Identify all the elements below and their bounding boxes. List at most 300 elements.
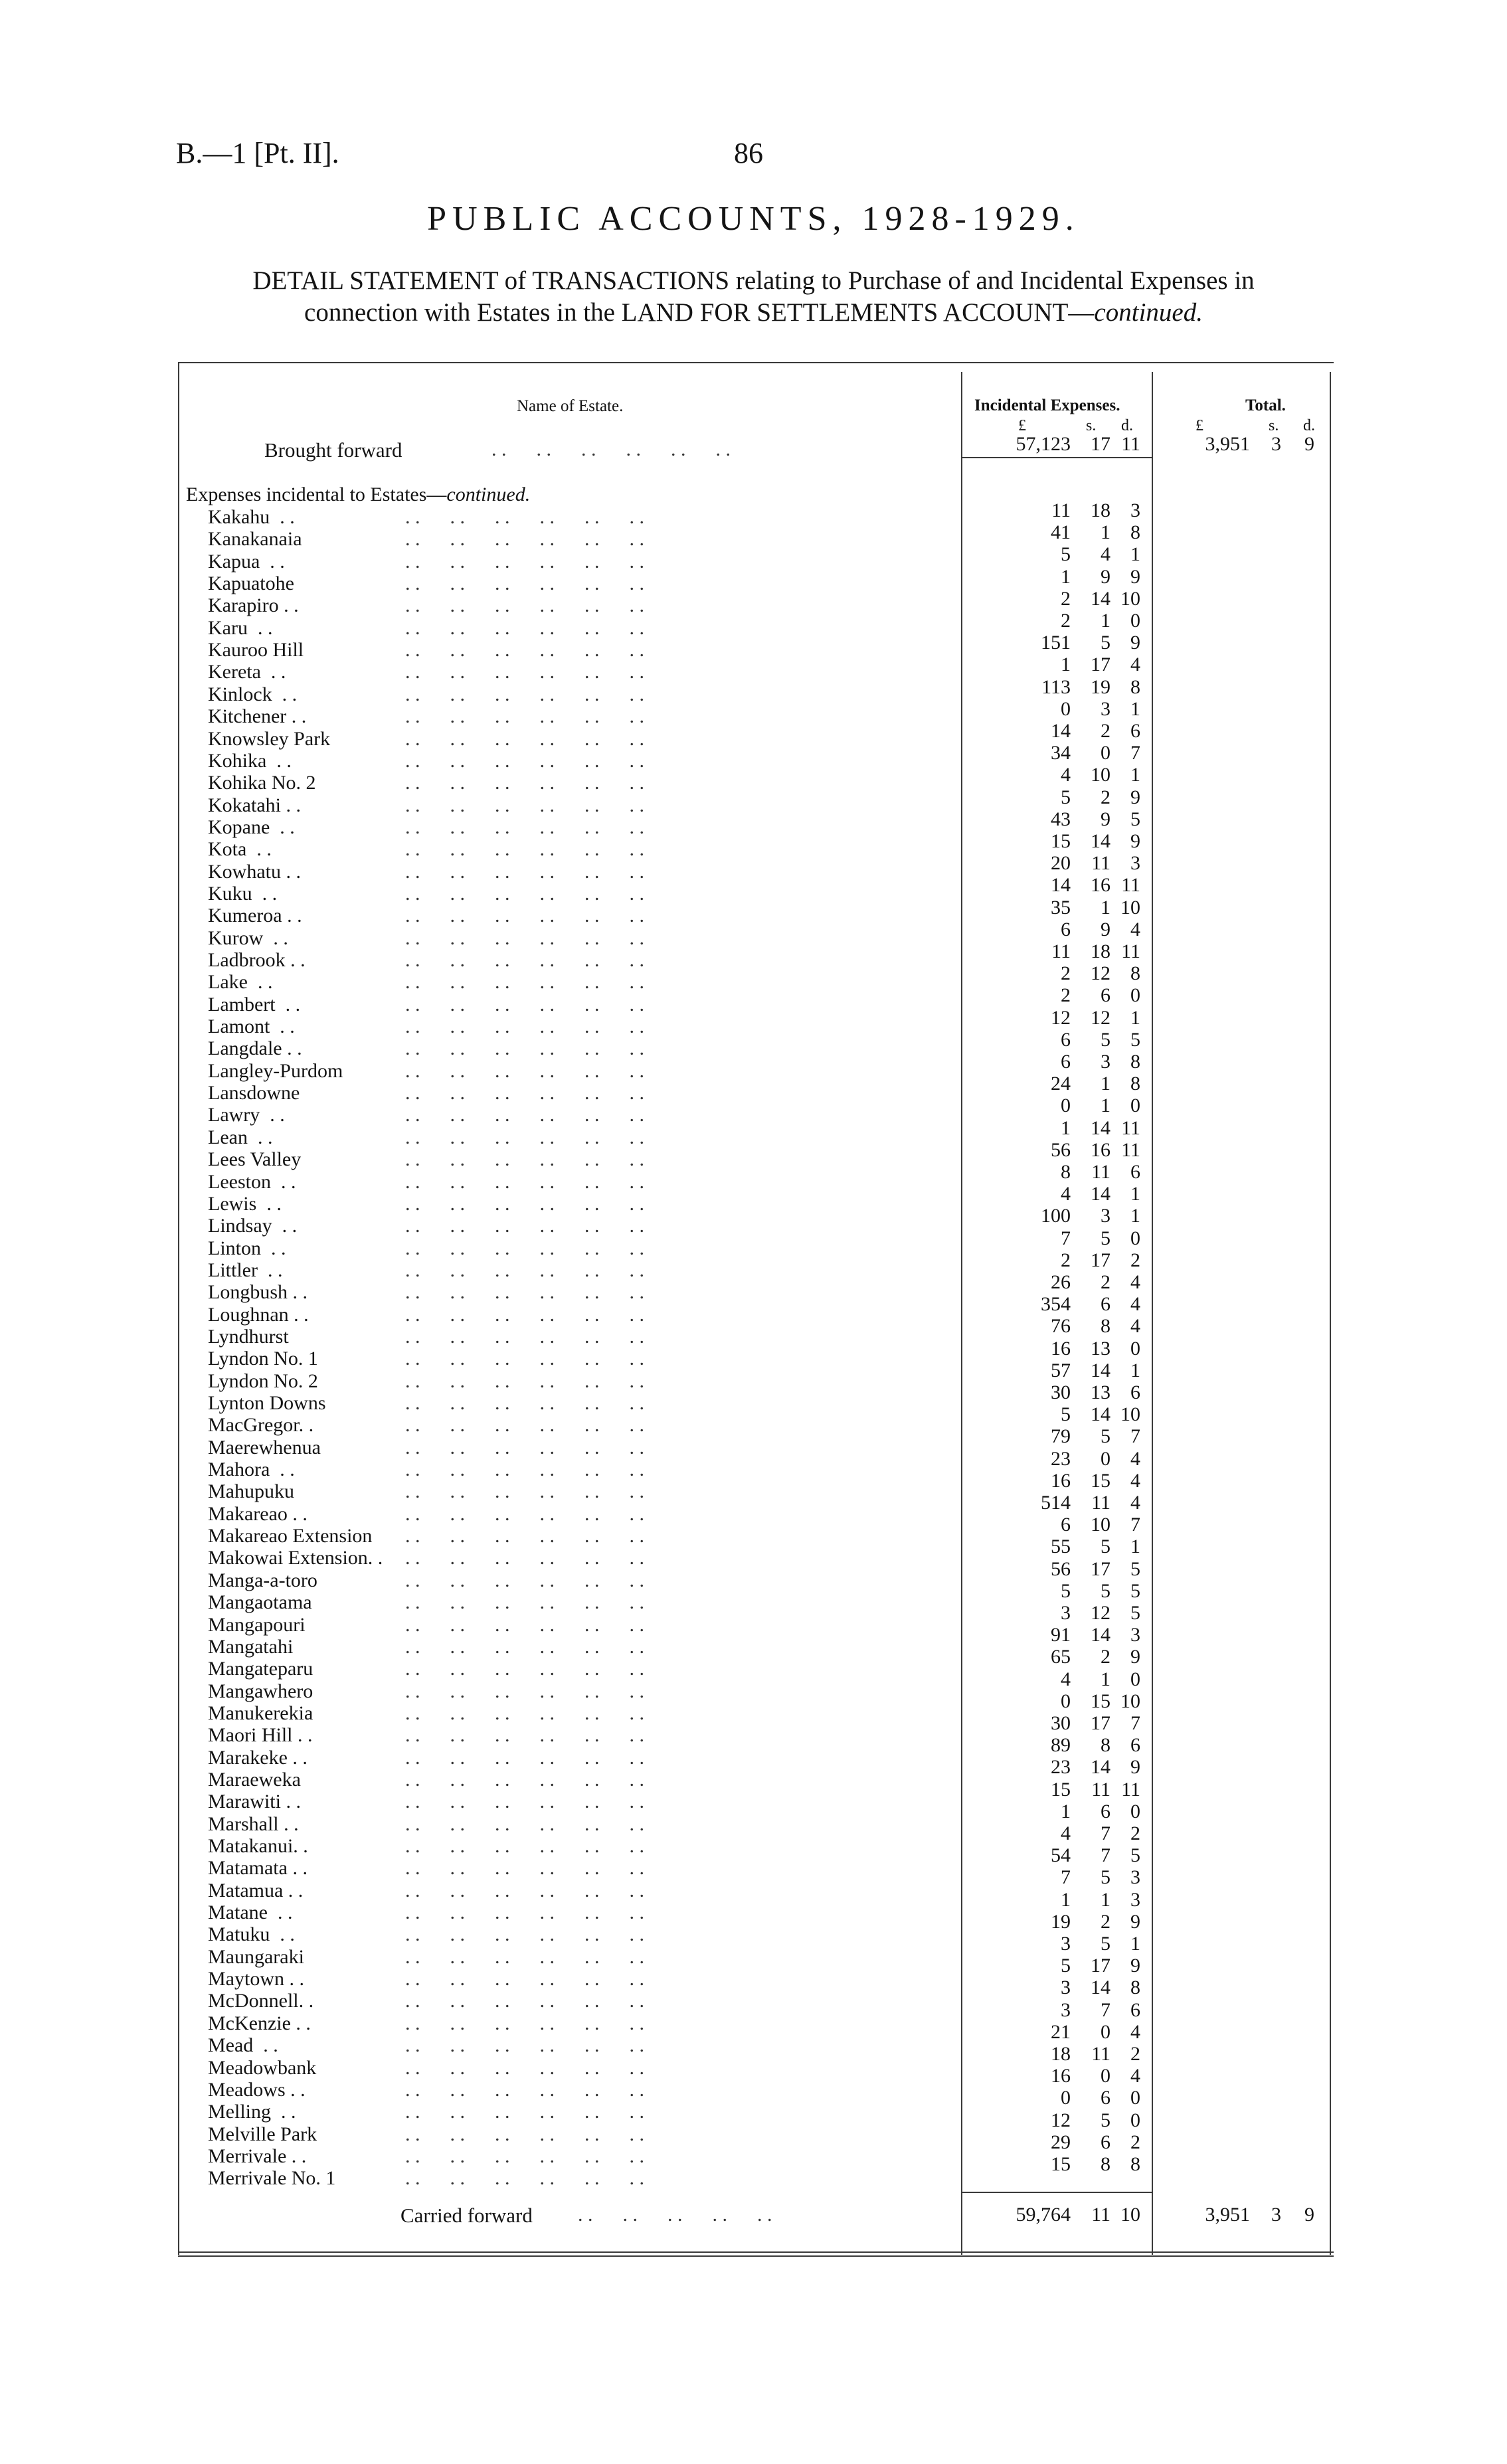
incidental-pence: 4 xyxy=(1130,1293,1140,1316)
incidental-pounds: 5 xyxy=(1061,1403,1071,1426)
incidental-pounds: 23 xyxy=(1051,1756,1071,1779)
incidental-pounds: 89 xyxy=(1051,1734,1071,1757)
incidental-shillings: 18 xyxy=(1091,499,1110,521)
estate-name: Lyndon No. 1 xyxy=(208,1348,318,1370)
incidental-shillings: 17 xyxy=(1091,1249,1110,1271)
incidental-shillings: 1 xyxy=(1101,1668,1110,1690)
incidental-pence: 0 xyxy=(1130,1227,1140,1249)
incidental-pounds: 3 xyxy=(1061,1933,1071,1955)
incidental-shillings: 10 xyxy=(1091,764,1110,786)
estate-leader-dots: . . . . . . . . . . . . xyxy=(405,1923,644,1946)
estate-leader-dots: . . . . . . . . . . . . xyxy=(405,594,644,617)
incidental-shillings: 15 xyxy=(1091,1690,1110,1712)
estate-leader-dots: . . . . . . . . . . . . xyxy=(405,1348,644,1370)
estate-name: Mangateparu xyxy=(208,1658,313,1680)
incidental-pence: 9 xyxy=(1130,565,1140,588)
incidental-pence: 1 xyxy=(1130,1536,1140,1558)
incidental-pence: 10 xyxy=(1120,1403,1140,1426)
estate-leader-dots: . . . . . . . . . . . . xyxy=(405,1059,644,1082)
incidental-pence: 9 xyxy=(1130,830,1140,852)
estate-leader-dots: . . . . . . . . . . . . xyxy=(405,1325,644,1348)
incidental-pounds: 3 xyxy=(1061,1998,1071,2021)
incidental-pounds: 24 xyxy=(1051,1073,1071,1095)
estate-leader-dots: . . . . . . . . . . . . xyxy=(405,971,644,994)
estate-name: Lambert . . xyxy=(208,993,301,1015)
incidental-pounds: 0 xyxy=(1061,697,1071,720)
estate-leader-dots: . . . . . . . . . . . . xyxy=(405,1968,644,1990)
incidental-pounds: 1 xyxy=(1061,1800,1071,1822)
incidental-pounds: 20 xyxy=(1051,852,1071,875)
incidental-pence: 2 xyxy=(1130,2043,1140,2065)
estate-name: Makareao Extension xyxy=(208,1525,373,1547)
estate-leader-dots: . . . . . . . . . . . . xyxy=(405,1281,644,1304)
brought-forward-total-pence: 9 xyxy=(1304,433,1314,455)
estate-name: Kakahu . . xyxy=(208,506,295,528)
estate-leader-dots: . . . . . . . . . . . . xyxy=(405,905,644,927)
incidental-shillings: 1 xyxy=(1101,896,1110,919)
incidental-pence: 8 xyxy=(1130,675,1140,698)
estate-name: Kokatahi . . xyxy=(208,794,301,816)
incidental-pence: 4 xyxy=(1130,1492,1140,1514)
incidental-pounds: 34 xyxy=(1051,742,1071,764)
incidental-shillings: 17 xyxy=(1091,654,1110,676)
estate-name: Langley-Purdom xyxy=(208,1059,343,1082)
incidental-shillings: 4 xyxy=(1101,543,1110,566)
incidental-shillings: 16 xyxy=(1091,874,1110,897)
incidental-shillings: 14 xyxy=(1091,1359,1110,1381)
estate-leader-dots: . . . . . . . . . . . . xyxy=(405,705,644,728)
incidental-pounds: 4 xyxy=(1061,1183,1071,1205)
estate-leader-dots: . . . . . . . . . . . . xyxy=(405,683,644,705)
estate-name: Mahupuku xyxy=(208,1480,294,1503)
estate-name: Matamua . . xyxy=(208,1879,304,1901)
incidental-pence: 9 xyxy=(1130,1910,1140,1933)
incidental-shillings: 14 xyxy=(1091,830,1110,852)
incidental-pence: 11 xyxy=(1121,1116,1140,1139)
incidental-shillings: 15 xyxy=(1091,1469,1110,1492)
incidental-pounds: 21 xyxy=(1051,2020,1071,2043)
estate-leader-dots: . . . . . . . . . . . . xyxy=(405,1791,644,1813)
estate-name: Mangaotama xyxy=(208,1591,312,1614)
incidental-pence: 11 xyxy=(1121,874,1140,897)
incidental-pounds: 15 xyxy=(1051,2153,1071,2175)
incidental-shillings: 5 xyxy=(1101,1028,1110,1051)
incidental-shillings: 14 xyxy=(1091,1624,1110,1646)
incidental-pence: 10 xyxy=(1120,587,1140,610)
estate-leader-dots: . . . . . . . . . . . . xyxy=(405,572,644,595)
incidental-shillings: 7 xyxy=(1101,1844,1110,1867)
incidental-pounds: 16 xyxy=(1051,1469,1071,1492)
incidental-pounds: 91 xyxy=(1051,1624,1071,1646)
incidental-pence: 1 xyxy=(1130,697,1140,720)
incidental-shillings: 9 xyxy=(1101,808,1110,830)
estate-name: Maytown . . xyxy=(208,1968,304,1990)
estate-leader-dots: . . . . . . . . . . . . xyxy=(405,2056,644,2079)
incidental-pence: 9 xyxy=(1130,786,1140,808)
estate-leader-dots: . . . . . . . . . . . . xyxy=(405,661,644,683)
incidental-pounds: 12 xyxy=(1051,1006,1071,1029)
brought-forward-incidental-pounds: 57,123 xyxy=(1016,433,1071,455)
incidental-pence: 6 xyxy=(1130,720,1140,742)
incidental-pounds: 5 xyxy=(1061,786,1071,808)
estate-name: Matakanui. . xyxy=(208,1835,308,1857)
incidental-pence: 11 xyxy=(1121,1778,1140,1801)
column-header-name-of-estate: Name of Estate. xyxy=(517,397,624,415)
estate-leader-dots: . . . . . . . . . . . . xyxy=(405,639,644,661)
incidental-pounds: 6 xyxy=(1061,918,1071,940)
incidental-pounds: 5 xyxy=(1061,1579,1071,1602)
estate-leader-dots: . . . . . . . . . . . . xyxy=(405,1901,644,1924)
estate-leader-dots: . . . . . . . . . . . . xyxy=(405,816,644,838)
incidental-pounds: 26 xyxy=(1051,1271,1071,1293)
incidental-shillings: 11 xyxy=(1091,1778,1110,1801)
estate-name: Melville Park xyxy=(208,2123,317,2145)
incidental-shillings: 12 xyxy=(1091,1006,1110,1029)
column-header-incidental-expenses: Incidental Expenses. xyxy=(974,396,1120,414)
estate-name: Maungaraki xyxy=(208,1945,304,1968)
incidental-pence: 9 xyxy=(1130,1756,1140,1779)
incidental-shillings: 12 xyxy=(1091,962,1110,985)
incidental-shillings: 5 xyxy=(1101,1579,1110,1602)
incidental-pounds: 55 xyxy=(1051,1536,1071,1558)
incidental-pence: 7 xyxy=(1130,742,1140,764)
estate-name: Matamata . . xyxy=(208,1857,308,1880)
incidental-pounds: 23 xyxy=(1051,1447,1071,1470)
carried-forward-incidental-pounds: 59,764 xyxy=(1016,2204,1071,2226)
incidental-pence: 6 xyxy=(1130,1734,1140,1757)
incidental-shillings: 6 xyxy=(1101,1800,1110,1822)
incidental-shillings: 18 xyxy=(1091,940,1110,962)
incidental-shillings: 3 xyxy=(1101,697,1110,720)
incidental-pounds: 6 xyxy=(1061,1028,1071,1051)
incidental-pounds: 16 xyxy=(1051,2065,1071,2087)
estate-name: Loughnan . . xyxy=(208,1303,309,1326)
carried-forward-incidental-shillings: 11 xyxy=(1091,2204,1110,2226)
incidental-pence: 3 xyxy=(1130,1866,1140,1889)
estate-leader-dots: . . . . . . . . . . . . xyxy=(405,926,644,949)
incidental-pence: 3 xyxy=(1130,1624,1140,1646)
estate-leader-dots: . . . . . . . . . . . . xyxy=(405,1658,644,1680)
incidental-pounds: 19 xyxy=(1051,1910,1071,1933)
estate-name: Makowai Extension. . xyxy=(208,1547,383,1569)
incidental-pence: 1 xyxy=(1130,1933,1140,1955)
incidental-shillings: 0 xyxy=(1101,2065,1110,2087)
incidental-shillings: 1 xyxy=(1101,1073,1110,1095)
estate-name: Kowhatu . . xyxy=(208,860,301,883)
estate-leader-dots: . . . . . . . . . . . . xyxy=(405,1613,644,1636)
incidental-shillings: 8 xyxy=(1101,2153,1110,2175)
incidental-pounds: 12 xyxy=(1051,2109,1071,2131)
incidental-pounds: 2 xyxy=(1061,984,1071,1007)
estate-leader-dots: . . . . . . . . . . . . xyxy=(405,772,644,794)
incidental-pence: 0 xyxy=(1130,1095,1140,1117)
section-heading-text: Expenses incidental to Estates— xyxy=(186,484,447,505)
incidental-pence: 6 xyxy=(1130,1161,1140,1183)
incidental-pounds: 354 xyxy=(1041,1293,1071,1316)
incidental-pence: 3 xyxy=(1130,499,1140,521)
incidental-shillings: 16 xyxy=(1091,1138,1110,1161)
incidental-shillings: 11 xyxy=(1091,1492,1110,1514)
incidental-shillings: 7 xyxy=(1101,1998,1110,2021)
incidental-shillings: 12 xyxy=(1091,1602,1110,1624)
incidental-pounds: 3 xyxy=(1061,1977,1071,1999)
unit-pound-total: £ xyxy=(1196,417,1203,434)
incidental-shillings: 11 xyxy=(1091,852,1110,875)
incidental-pounds: 57 xyxy=(1051,1359,1071,1381)
incidental-pounds: 8 xyxy=(1061,1161,1071,1183)
incidental-pence: 5 xyxy=(1130,808,1140,830)
report-reference: B.—1 [Pt. II]. xyxy=(176,137,339,169)
incidental-pounds: 2 xyxy=(1061,587,1071,610)
incidental-shillings: 14 xyxy=(1091,1116,1110,1139)
estate-leader-dots: . . . . . . . . . . . . xyxy=(405,1436,644,1458)
incidental-shillings: 13 xyxy=(1091,1337,1110,1360)
incidental-pence: 9 xyxy=(1130,1646,1140,1668)
estate-name: Makareao . . xyxy=(208,1502,308,1525)
incidental-shillings: 14 xyxy=(1091,587,1110,610)
incidental-pence: 5 xyxy=(1130,1557,1140,1580)
estate-leader-dots: . . . . . . . . . . . . xyxy=(405,1192,644,1215)
estate-leader-dots: . . . . . . . . . . . . xyxy=(405,882,644,905)
estate-name: Kanakanaia xyxy=(208,528,302,551)
incidental-shillings: 1 xyxy=(1101,521,1110,544)
estate-leader-dots: . . . . . . . . . . . . xyxy=(405,2078,644,2101)
estate-leader-dots: . . . . . . . . . . . . xyxy=(405,1237,644,1259)
carried-forward-label: Carried forward xyxy=(400,2204,533,2227)
incidental-pounds: 4 xyxy=(1061,1822,1071,1844)
estate-leader-dots: . . . . . . . . . . . . xyxy=(405,1702,644,1724)
estate-name: Kinlock . . xyxy=(208,683,298,705)
incidental-pounds: 151 xyxy=(1041,632,1071,654)
estate-leader-dots: . . . . . . . . . . . . xyxy=(405,2034,644,2057)
incidental-pence: 7 xyxy=(1130,1514,1140,1536)
carried-forward-total-pence: 9 xyxy=(1304,2204,1314,2226)
estate-name: Lindsay . . xyxy=(208,1215,298,1237)
estate-leader-dots: . . . . . . . . . . . . xyxy=(405,1812,644,1835)
incidental-pounds: 2 xyxy=(1061,610,1071,632)
estate-leader-dots: . . . . . . . . . . . . xyxy=(405,1480,644,1503)
unit-pound-incidental: £ xyxy=(1018,417,1026,434)
incidental-shillings: 8 xyxy=(1101,1315,1110,1338)
incidental-pounds: 0 xyxy=(1061,1690,1071,1712)
estate-name: Lansdowne xyxy=(208,1082,300,1104)
estate-name: Kohika . . xyxy=(208,749,292,772)
incidental-pounds: 35 xyxy=(1051,896,1071,919)
estate-leader-dots: . . . . . . . . . . . . xyxy=(405,1392,644,1414)
incidental-pounds: 113 xyxy=(1041,675,1071,698)
incidental-pence: 5 xyxy=(1130,1602,1140,1624)
incidental-pounds: 56 xyxy=(1051,1557,1071,1580)
estate-name: McKenzie . . xyxy=(208,2012,311,2034)
incidental-pounds: 14 xyxy=(1051,874,1071,897)
incidental-pence: 0 xyxy=(1130,2109,1140,2131)
incidental-shillings: 5 xyxy=(1101,1425,1110,1448)
incidental-shillings: 14 xyxy=(1091,1756,1110,1779)
incidental-pence: 0 xyxy=(1130,984,1140,1007)
incidental-pounds: 514 xyxy=(1041,1492,1071,1514)
estate-leader-dots: . . . . . . . . . . . . xyxy=(405,1303,644,1326)
statement-subtitle-line1: DETAIL STATEMENT of TRANSACTIONS relating to Purchase of and Incidental Expenses in xyxy=(252,266,1255,295)
estate-name: Mangawhero xyxy=(208,1680,313,1702)
incidental-shillings: 10 xyxy=(1091,1514,1110,1536)
incidental-shillings: 9 xyxy=(1101,918,1110,940)
incidental-shillings: 3 xyxy=(1101,1051,1110,1073)
estate-leader-dots: . . . . . . . . . . . . xyxy=(405,2167,644,2190)
incidental-pence: 11 xyxy=(1121,1138,1140,1161)
incidental-pence: 0 xyxy=(1130,1337,1140,1360)
incidental-pounds: 56 xyxy=(1051,1138,1071,1161)
estate-leader-dots: . . . . . . . . . . . . xyxy=(405,949,644,971)
incidental-shillings: 6 xyxy=(1101,2131,1110,2153)
incidental-pence: 1 xyxy=(1130,1183,1140,1205)
incidental-pounds: 2 xyxy=(1061,1249,1071,1271)
estate-leader-dots: . . . . . . . . . . . . xyxy=(405,1037,644,1060)
incidental-pounds: 15 xyxy=(1051,1778,1071,1801)
estate-name: Mahora . . xyxy=(208,1458,295,1481)
estate-leader-dots: . . . . . . . . . . . . xyxy=(405,1768,644,1791)
estate-leader-dots: . . . . . . . . . . . . xyxy=(405,1215,644,1237)
estate-leader-dots: . . . . . . . . . . . . xyxy=(405,1724,644,1747)
incidental-pence: 10 xyxy=(1120,896,1140,919)
estate-leader-dots: . . . . . . . . . . . . xyxy=(405,1680,644,1702)
estate-name: Lyndon No. 2 xyxy=(208,1369,318,1392)
incidental-pence: 4 xyxy=(1130,1447,1140,1470)
incidental-shillings: 6 xyxy=(1101,2087,1110,2109)
incidental-pence: 4 xyxy=(1130,1315,1140,1338)
incidental-pence: 8 xyxy=(1130,1073,1140,1095)
estate-leader-dots: . . . . . . . . . . . . xyxy=(405,1835,644,1857)
incidental-pence: 0 xyxy=(1130,2087,1140,2109)
incidental-pounds: 6 xyxy=(1061,1051,1071,1073)
estate-leader-dots: . . . . . . . . . . . . xyxy=(405,1990,644,2012)
estate-name: Marakeke . . xyxy=(208,1746,308,1769)
estate-name: Langdale . . xyxy=(208,1037,302,1060)
estate-leader-dots: . . . . . . . . . . . . xyxy=(405,550,644,572)
estate-name: Lyndhurst xyxy=(208,1325,289,1348)
incidental-pounds: 7 xyxy=(1061,1227,1071,1249)
estate-leader-dots: . . . . . . . . . . . . xyxy=(405,1502,644,1525)
estate-name: Kurow . . xyxy=(208,926,288,949)
incidental-pounds: 7 xyxy=(1061,1866,1071,1889)
estate-leader-dots: . . . . . . . . . . . . xyxy=(405,794,644,816)
incidental-pence: 3 xyxy=(1130,852,1140,875)
estate-name: Lewis . . xyxy=(208,1192,282,1215)
incidental-shillings: 6 xyxy=(1101,984,1110,1007)
incidental-shillings: 5 xyxy=(1101,1227,1110,1249)
incidental-shillings: 8 xyxy=(1101,1734,1110,1757)
incidental-pence: 1 xyxy=(1130,1205,1140,1227)
incidental-pence: 3 xyxy=(1130,1888,1140,1911)
incidental-pounds: 3 xyxy=(1061,1602,1071,1624)
incidental-shillings: 1 xyxy=(1101,610,1110,632)
estate-leader-dots: . . . . . . . . . . . . xyxy=(405,1547,644,1569)
incidental-pence: 6 xyxy=(1130,1998,1140,2021)
incidental-pounds: 43 xyxy=(1051,808,1071,830)
brought-forward-label: Brought forward xyxy=(264,438,402,462)
incidental-pounds: 1 xyxy=(1061,654,1071,676)
brought-forward-dots: . . . . . . . . . . . . xyxy=(491,438,731,460)
incidental-pounds: 30 xyxy=(1051,1381,1071,1403)
incidental-pounds: 41 xyxy=(1051,521,1071,544)
estate-name: Lees Valley xyxy=(208,1148,302,1171)
incidental-pence: 8 xyxy=(1130,1051,1140,1073)
incidental-shillings: 14 xyxy=(1091,1977,1110,1999)
incidental-pence: 11 xyxy=(1121,940,1140,962)
incidental-shillings: 5 xyxy=(1101,1933,1110,1955)
estate-leader-dots: . . . . . . . . . . . . xyxy=(405,1635,644,1658)
incidental-pence: 7 xyxy=(1130,1425,1140,1448)
incidental-shillings: 2 xyxy=(1101,1271,1110,1293)
estate-name: Mangapouri xyxy=(208,1613,306,1636)
incidental-pence: 5 xyxy=(1130,1028,1140,1051)
brought-forward-total-pounds: 3,951 xyxy=(1205,433,1250,455)
estate-leader-dots: . . . . . . . . . . . . xyxy=(405,1569,644,1591)
incidental-pence: 8 xyxy=(1130,962,1140,985)
incidental-pence: 4 xyxy=(1130,2020,1140,2043)
estate-leader-dots: . . . . . . . . . . . . xyxy=(405,1879,644,1901)
carried-forward-total-pounds: 3,951 xyxy=(1205,2204,1250,2226)
estate-name: Kota . . xyxy=(208,838,272,861)
estate-name: Kapua . . xyxy=(208,550,285,572)
estate-name: Melling . . xyxy=(208,2101,296,2123)
estate-leader-dots: . . . . . . . . . . . . xyxy=(405,1082,644,1104)
incidental-shillings: 5 xyxy=(1101,1866,1110,1889)
incidental-shillings: 2 xyxy=(1101,720,1110,742)
estate-name: Marshall . . xyxy=(208,1812,299,1835)
estate-leader-dots: . . . . . . . . . . . . xyxy=(405,1148,644,1171)
incidental-pence: 2 xyxy=(1130,2131,1140,2153)
estate-name: MacGregor. . xyxy=(208,1414,314,1437)
incidental-pence: 0 xyxy=(1130,1668,1140,1690)
incidental-pounds: 29 xyxy=(1051,2131,1071,2153)
estate-name: Lamont . . xyxy=(208,1015,295,1038)
incidental-shillings: 0 xyxy=(1101,2020,1110,2043)
section-heading-continued: continued. xyxy=(446,484,531,505)
estate-leader-dots: . . . . . . . . . . . . xyxy=(405,1126,644,1148)
estate-name: Manukerekia xyxy=(208,1702,313,1724)
incidental-shillings: 11 xyxy=(1091,2043,1110,2065)
incidental-shillings: 14 xyxy=(1091,1403,1110,1426)
estate-name: Kopane . . xyxy=(208,816,295,838)
incidental-pounds: 30 xyxy=(1051,1712,1071,1734)
estate-leader-dots: . . . . . . . . . . . . xyxy=(405,1104,644,1126)
incidental-pounds: 79 xyxy=(1051,1425,1071,1448)
incidental-shillings: 2 xyxy=(1101,1646,1110,1668)
incidental-pence: 2 xyxy=(1130,1249,1140,1271)
incidental-pence: 9 xyxy=(1130,632,1140,654)
incidental-pence: 5 xyxy=(1130,1579,1140,1602)
estate-name: Kapuatohe xyxy=(208,572,294,595)
estate-name: Kauroo Hill xyxy=(208,639,304,661)
incidental-pounds: 14 xyxy=(1051,720,1071,742)
estate-leader-dots: . . . . . . . . . . . . xyxy=(405,1458,644,1481)
incidental-shillings: 3 xyxy=(1101,1205,1110,1227)
estate-leader-dots: . . . . . . . . . . . . xyxy=(405,1414,644,1437)
unit-shilling-total: s. xyxy=(1269,417,1279,434)
incidental-pounds: 11 xyxy=(1051,940,1071,962)
incidental-pounds: 54 xyxy=(1051,1844,1071,1867)
estate-name: Manga-a-toro xyxy=(208,1569,317,1591)
incidental-pounds: 16 xyxy=(1051,1337,1071,1360)
estate-name: Karapiro . . xyxy=(208,594,299,617)
carried-forward-incidental-pence: 10 xyxy=(1120,2204,1140,2226)
estate-leader-dots: . . . . . . . . . . . . xyxy=(405,860,644,883)
brought-forward-total-shillings: 3 xyxy=(1271,433,1281,455)
estate-leader-dots: . . . . . . . . . . . . xyxy=(405,2012,644,2034)
incidental-pounds: 4 xyxy=(1061,1668,1071,1690)
estate-leader-dots: . . . . . . . . . . . . xyxy=(405,2101,644,2123)
incidental-pence: 0 xyxy=(1130,1800,1140,1822)
